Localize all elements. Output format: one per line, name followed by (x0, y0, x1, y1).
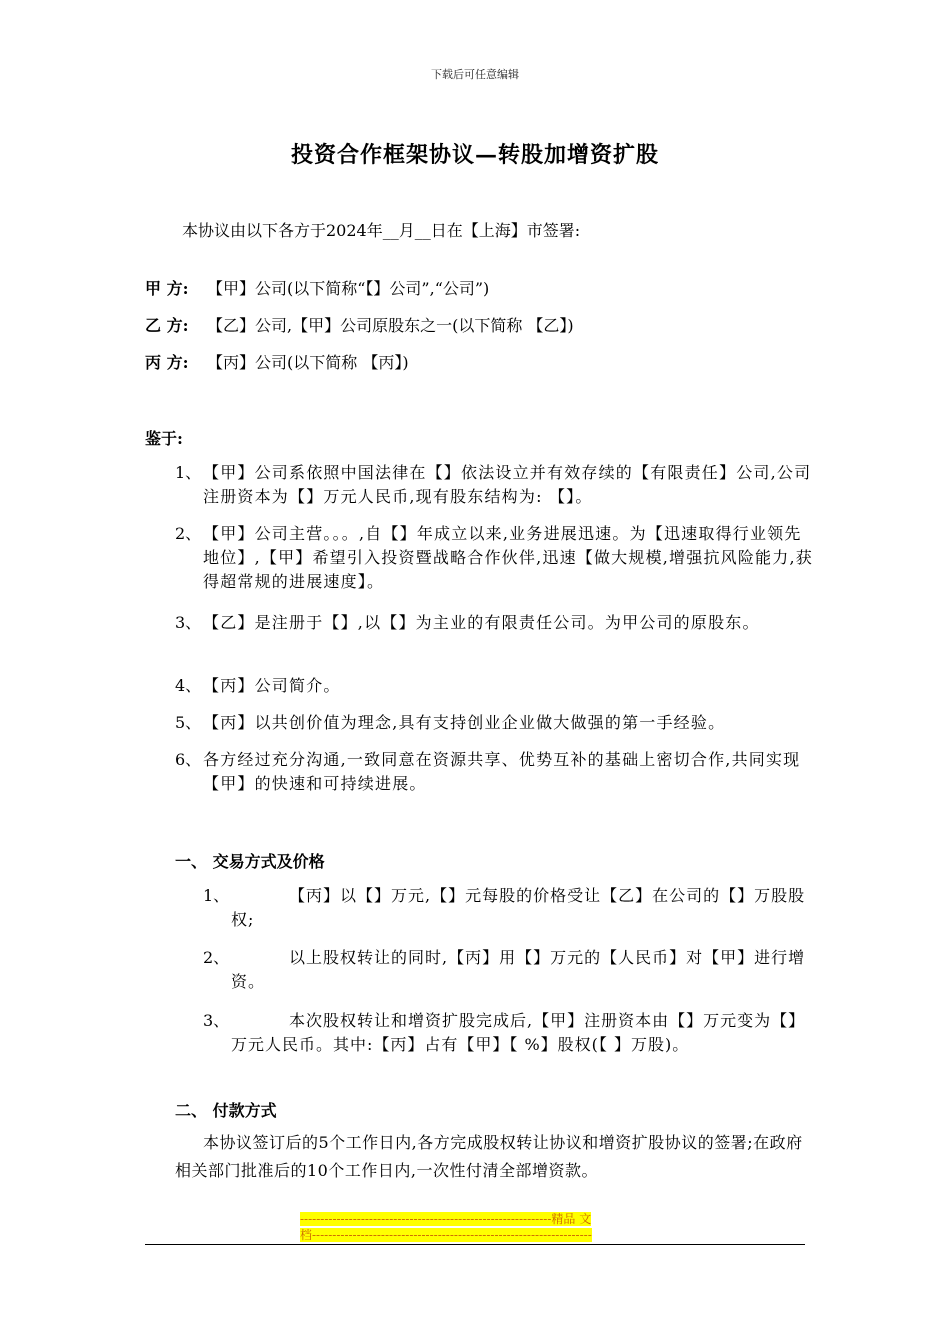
party-c-text: 【丙】公司(以下简称 【丙】) (207, 353, 409, 372)
whereas-item (175, 461, 815, 509)
whereas-item-text: 【丙】公司简介。 (203, 676, 341, 695)
trade-item (203, 884, 808, 932)
whereas-item-number: 5、 (175, 713, 202, 732)
party-b-text: 【乙】公司,【甲】公司原股东之一(以下简称 【乙】) (207, 316, 574, 335)
footer-line-2: 档--------------------------------------------------------------------- (300, 1228, 592, 1242)
whereas-item-text: 【乙】是注册于【】,以【】为主业的有限责任公司。为甲公司的原股东。 (203, 613, 760, 632)
whereas-item-number: 6、 (175, 750, 202, 769)
whereas-item (175, 748, 815, 796)
trade-item-number: 1、 (203, 886, 230, 905)
party-b (145, 313, 574, 336)
section-heading-payment: 二、 付款方式 (175, 1101, 277, 1120)
whereas-item (175, 674, 815, 698)
document-title: 投资合作框架协议—转股加增资扩股 (290, 142, 659, 168)
party-a-label: 甲 方: (145, 279, 189, 298)
whereas-item (175, 711, 815, 735)
whereas-item-number: 4、 (175, 676, 202, 695)
whereas-item-text: 【丙】以共创价值为理念,具有支持创业企业做大做强的第一手经验。 (203, 713, 726, 732)
whereas-item-number: 2、 (175, 524, 202, 543)
intro-text: 本协议由以下各方于2024年__月__日在【上海】市签署: (182, 221, 581, 240)
whereas-item-text: 【甲】公司系依照中国法律在【】依法设立并有效存续的【有限责任】公司,公司注册资本为【】万元人民币,现有股东结构为: 【】。 (203, 463, 812, 506)
party-c-label: 丙 方: (145, 353, 189, 372)
payment-paragraph: 本协议签订后的5个工作日内,各方完成股权转让协议和增资扩股协议的签署;在政府相关部门批准后的10个工作日内,一次性付清全部增资款。 (175, 1133, 803, 1180)
whereas-item-number: 3、 (175, 613, 202, 632)
trade-item-text: 本次股权转让和增资扩股完成后,【甲】注册资本由【】万元变为【】万元人民币。其中:【丙】占有【甲】【 %】股权(【 】万股)。 (231, 1011, 806, 1054)
footer-watermark (300, 1211, 650, 1243)
whereas-item (175, 522, 815, 594)
section-heading-trade: 一、 交易方式及价格 (175, 852, 325, 871)
party-a (145, 276, 489, 299)
party-b-label: 乙 方: (145, 316, 189, 335)
trade-item-number: 3、 (203, 1011, 230, 1030)
whereas-item-text: 【甲】公司主营。。。,自【】年成立以来,业务进展迅速。为【迅速取得行业领先地位】,【甲】希望引入投资暨战略合作伙伴,迅速【做大规模,增强抗风险能力,获得超常规的进展速度】。 (203, 524, 813, 591)
party-a-text: 【甲】公司(以下简称“【】公司”,“公司”) (207, 279, 490, 298)
footer-divider (145, 1244, 805, 1245)
party-c (145, 350, 409, 373)
trade-item (203, 946, 808, 994)
footer-line-1: --------------------------------------------------------------精品 文 (300, 1212, 592, 1226)
whereas-item-number: 1、 (175, 463, 202, 482)
trade-item-number: 2、 (203, 948, 230, 967)
whereas-item-text: 各方经过充分沟通,一致同意在资源共享、优势互补的基础上密切合作,共同实现【甲】的快速和可持续进展。 (203, 750, 801, 793)
whereas-heading: 鉴于: (145, 429, 183, 448)
header-note: 下载后可任意编辑 (431, 68, 519, 81)
trade-item-text: 【丙】以【】万元,【】元每股的价格受让【乙】在公司的【】万股股权; (231, 886, 806, 929)
trade-item-text: 以上股权转让的同时,【丙】用【】万元的【人民币】对【甲】进行增资。 (231, 948, 806, 991)
trade-item (203, 1009, 808, 1057)
whereas-item (175, 611, 815, 635)
